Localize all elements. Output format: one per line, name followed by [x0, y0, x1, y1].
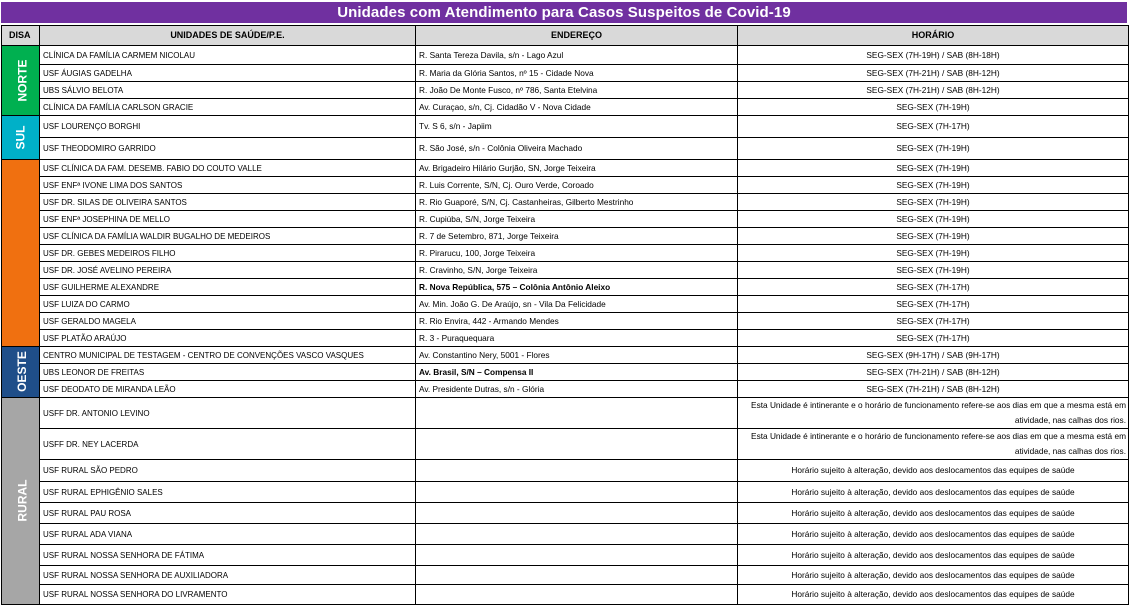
unit-name-cell: USF RURAL EPHIGÊNIO SALES: [40, 482, 416, 503]
table-row: [2, 211, 1129, 228]
table-row: [2, 138, 1129, 160]
unit-name-cell: USF RURAL SÃO PEDRO: [40, 460, 416, 482]
header-endereco: ENDEREÇO: [416, 26, 738, 46]
header-disa: DISA: [2, 26, 40, 46]
table-row: [2, 398, 1129, 429]
address-cell: R. São José, s/n - Colônia Oliveira Machado: [416, 138, 738, 160]
disa-label: OESTE: [14, 351, 29, 392]
disa-cell: [2, 347, 40, 398]
address-cell: R. Nova República, 575 – Colônia Antônio Aleixo: [416, 279, 738, 296]
address-cell: R. Santa Tereza Davila, s/n - Lago Azul: [416, 46, 738, 65]
schedule-cell: SEG-SEX (7H-19H): [738, 194, 1129, 211]
schedule-cell: Esta Unidade é intinerante e o horário de funcionamento refere-se aos dias em que a mesma está em atividade, nas calhas dos rios.: [738, 429, 1129, 460]
table-row: [2, 99, 1129, 116]
schedule-cell: Horário sujeito à alteração, devido aos deslocamentos das equipes de saúde: [738, 460, 1129, 482]
schedule-cell: Horário sujeito à alteração, devido aos deslocamentos das equipes de saúde: [738, 545, 1129, 566]
address-cell: R. Luis Corrente, S/N, Cj. Ouro Verde, Coroado: [416, 177, 738, 194]
schedule-cell: SEG-SEX (7H-17H): [738, 296, 1129, 313]
unit-name-cell: USF ÁUGIAS GADELHA: [40, 65, 416, 82]
schedule-cell: SEG-SEX (7H-17H): [738, 279, 1129, 296]
schedule-cell: Horário sujeito à alteração, devido aos deslocamentos das equipes de saúde: [738, 566, 1129, 585]
address-cell: [416, 503, 738, 524]
unit-name-cell: USF RURAL NOSSA SENHORA DE FÁTIMA: [40, 545, 416, 566]
disa-cell: [2, 398, 40, 605]
schedule-cell: SEG-SEX (7H-17H): [738, 313, 1129, 330]
table-row: [2, 82, 1129, 99]
table-row: [2, 347, 1129, 364]
schedule-cell: SEG-SEX (7H-17H): [738, 116, 1129, 138]
address-cell: Av. Presidente Dutras, s/n - Glória: [416, 381, 738, 398]
unit-name-cell: USF DR. SILAS DE OLIVEIRA SANTOS: [40, 194, 416, 211]
address-cell: R. João De Monte Fusco, nº 786, Santa Etelvina: [416, 82, 738, 99]
address-cell: [416, 545, 738, 566]
table-row: [2, 194, 1129, 211]
table-row: [2, 566, 1129, 585]
address-cell: [416, 585, 738, 605]
address-cell: [416, 460, 738, 482]
unit-name-cell: USF GERALDO MAGELA: [40, 313, 416, 330]
table-row: [2, 545, 1129, 566]
table-row: [2, 177, 1129, 194]
address-cell: Tv. S 6, s/n - Japiim: [416, 116, 738, 138]
unit-name-cell: UBS SÁLVIO BELOTA: [40, 82, 416, 99]
address-cell: R. Cupiúba, S/N, Jorge Teixeira: [416, 211, 738, 228]
unit-name-cell: USF LOURENÇO BORGHI: [40, 116, 416, 138]
schedule-cell: SEG-SEX (7H-19H) / SAB (8H-18H): [738, 46, 1129, 65]
schedule-cell: SEG-SEX (7H-21H) / SAB (8H-12H): [738, 82, 1129, 99]
table-row: [2, 160, 1129, 177]
table-row: [2, 503, 1129, 524]
unit-name-cell: USFF DR. NEY LACERDA: [40, 429, 416, 460]
table-row: [2, 482, 1129, 503]
table-row: [2, 116, 1129, 138]
schedule-cell: SEG-SEX (7H-19H): [738, 177, 1129, 194]
table-body: [2, 46, 1129, 605]
table-row: [2, 65, 1129, 82]
schedule-cell: SEG-SEX (7H-19H): [738, 211, 1129, 228]
health-units-table: [1, 25, 1129, 605]
disa-cell: [2, 160, 40, 347]
address-cell: R. Maria da Glória Santos, nº 15 - Cidade Nova: [416, 65, 738, 82]
table-header-row: [2, 26, 1129, 46]
address-cell: Av. Brigadeiro Hilário Gurjão, SN, Jorge Teixeira: [416, 160, 738, 177]
disa-cell: [2, 46, 40, 116]
table-row: [2, 313, 1129, 330]
schedule-cell: SEG-SEX (9H-17H) / SAB (9H-17H): [738, 347, 1129, 364]
table-row: [2, 524, 1129, 545]
page-title: Unidades com Atendimento para Casos Suspeitos de Covid-19: [1, 2, 1127, 23]
schedule-cell: Horário sujeito à alteração, devido aos deslocamentos das equipes de saúde: [738, 503, 1129, 524]
address-cell: [416, 524, 738, 545]
table-row: [2, 585, 1129, 605]
unit-name-cell: USF RURAL NOSSA SENHORA DE AUXILIADORA: [40, 566, 416, 585]
address-cell: R. Rio Envira, 442 - Armando Mendes: [416, 313, 738, 330]
schedule-cell: Horário sujeito à alteração, devido aos deslocamentos das equipes de saúde: [738, 585, 1129, 605]
schedule-cell: SEG-SEX (7H-19H): [738, 262, 1129, 279]
unit-name-cell: USF ENFª IVONE LIMA DOS SANTOS: [40, 177, 416, 194]
unit-name-cell: USF DR. GEBES MEDEIROS FILHO: [40, 245, 416, 262]
schedule-cell: SEG-SEX (7H-19H): [738, 138, 1129, 160]
schedule-cell: Horário sujeito à alteração, devido aos deslocamentos das equipes de saúde: [738, 524, 1129, 545]
unit-name-cell: UBS LEONOR DE FREITAS: [40, 364, 416, 381]
unit-name-cell: USFF DR. ANTONIO LEVINO: [40, 398, 416, 429]
table-row: [2, 364, 1129, 381]
unit-name-cell: USF CLÍNICA DA FAMÍLIA WALDIR BUGALHO DE MEDEIROS: [40, 228, 416, 245]
unit-name-cell: CENTRO MUNICIPAL DE TESTAGEM - CENTRO DE CONVENÇÕES VASCO VASQUES: [40, 347, 416, 364]
unit-name-cell: USF PLATÃO ARAÚJO: [40, 330, 416, 347]
table-row: [2, 429, 1129, 460]
unit-name-cell: USF RURAL PAU ROSA: [40, 503, 416, 524]
address-cell: Av. Min. João G. De Araújo, sn - Vila Da Felicidade: [416, 296, 738, 313]
table-row: [2, 330, 1129, 347]
address-cell: Av. Constantino Nery, 5001 - Flores: [416, 347, 738, 364]
address-cell: [416, 566, 738, 585]
address-cell: R. 7 de Setembro, 871, Jorge Teixeira: [416, 228, 738, 245]
table-row: [2, 296, 1129, 313]
unit-name-cell: USF CLÍNICA DA FAM. DESEMB. FABIO DO COUTO VALLE: [40, 160, 416, 177]
disa-cell: [2, 116, 40, 160]
unit-name-cell: USF THEODOMIRO GARRIDO: [40, 138, 416, 160]
schedule-cell: Esta Unidade é intinerante e o horário de funcionamento refere-se aos dias em que a mesma está em atividade, nas calhas dos rios.: [738, 398, 1129, 429]
table-row: [2, 245, 1129, 262]
disa-label: RURAL: [15, 479, 30, 522]
disa-label: SUL: [13, 125, 27, 149]
table-row: [2, 460, 1129, 482]
schedule-cell: SEG-SEX (7H-19H): [738, 245, 1129, 262]
schedule-cell: SEG-SEX (7H-21H) / SAB (8H-12H): [738, 381, 1129, 398]
header-horario: HORÁRIO: [738, 26, 1129, 46]
address-cell: Av. Brasil, S/N – Compensa II: [416, 364, 738, 381]
table-row: [2, 46, 1129, 65]
table-row: [2, 381, 1129, 398]
address-cell: [416, 398, 738, 429]
unit-name-cell: USF RURAL NOSSA SENHORA DO LIVRAMENTO: [40, 585, 416, 605]
unit-name-cell: USF DEODATO DE MIRANDA LEÃO: [40, 381, 416, 398]
schedule-cell: Horário sujeito à alteração, devido aos deslocamentos das equipes de saúde: [738, 482, 1129, 503]
schedule-cell: SEG-SEX (7H-19H): [738, 228, 1129, 245]
address-cell: R. 3 - Puraquequara: [416, 330, 738, 347]
unit-name-cell: USF RURAL ADA VIANA: [40, 524, 416, 545]
address-cell: [416, 482, 738, 503]
address-cell: R. Cravinho, S/N, Jorge Teixeira: [416, 262, 738, 279]
unit-name-cell: CLÍNICA DA FAMÍLIA CARLSON GRACIE: [40, 99, 416, 116]
unit-name-cell: CLÍNICA DA FAMÍLIA CARMEM NICOLAU: [40, 46, 416, 65]
schedule-cell: SEG-SEX (7H-19H): [738, 99, 1129, 116]
table-row: [2, 279, 1129, 296]
unit-name-cell: USF LUIZA DO CARMO: [40, 296, 416, 313]
disa-label: NORTE: [15, 59, 30, 101]
schedule-cell: SEG-SEX (7H-21H) / SAB (8H-12H): [738, 65, 1129, 82]
unit-name-cell: USF ENFª JOSEPHINA DE MELLO: [40, 211, 416, 228]
schedule-cell: SEG-SEX (7H-21H) / SAB (8H-12H): [738, 364, 1129, 381]
address-cell: Av. Curaçao, s/n, Cj. Cidadão V - Nova Cidade: [416, 99, 738, 116]
header-unidade: UNIDADES DE SAÚDE/P.E.: [40, 26, 416, 46]
schedule-cell: SEG-SEX (7H-17H): [738, 330, 1129, 347]
unit-name-cell: USF GUILHERME ALEXANDRE: [40, 279, 416, 296]
address-cell: R. Rio Guaporé, S/N, Cj. Castanheiras, Gilberto Mestrinho: [416, 194, 738, 211]
address-cell: [416, 429, 738, 460]
schedule-cell: SEG-SEX (7H-19H): [738, 160, 1129, 177]
unit-name-cell: USF DR. JOSÉ AVELINO PEREIRA: [40, 262, 416, 279]
table-row: [2, 228, 1129, 245]
address-cell: R. Pirarucu, 100, Jorge Teixeira: [416, 245, 738, 262]
table-row: [2, 262, 1129, 279]
